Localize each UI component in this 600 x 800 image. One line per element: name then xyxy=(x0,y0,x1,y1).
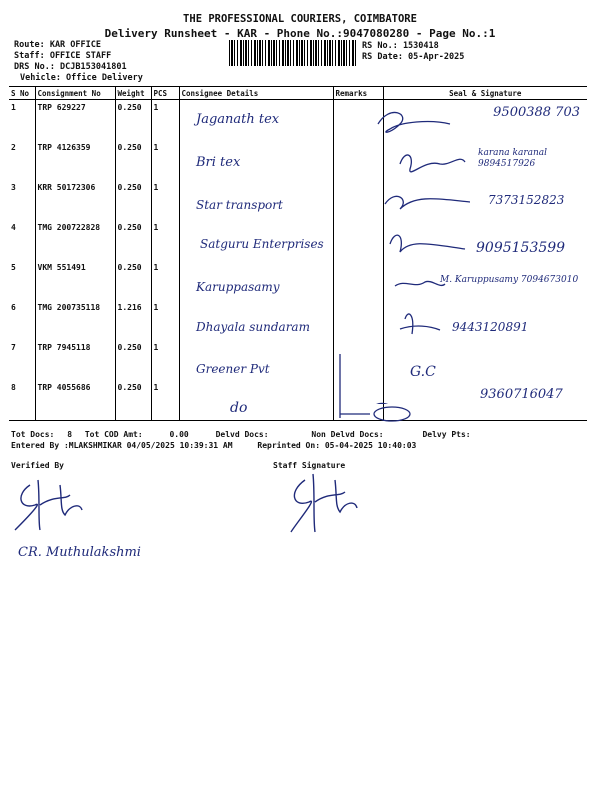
weight: 0.250 xyxy=(115,180,151,220)
pcs: 1 xyxy=(151,260,179,300)
col-consignee: Consignee Details xyxy=(179,87,333,100)
staff-signature xyxy=(283,470,363,538)
handwritten-consignee: Karuppasamy xyxy=(196,280,280,294)
table-header xyxy=(9,87,587,100)
delivered-docs: Delvd Docs: xyxy=(215,430,269,439)
barcode xyxy=(229,40,357,66)
col-remarks: Remarks xyxy=(333,87,383,100)
handwritten-consignee: Bri tex xyxy=(196,155,241,170)
non-delivered-docs: Non Delvd Docs: xyxy=(311,430,384,439)
sno: 8 xyxy=(9,380,35,421)
sno: 4 xyxy=(11,223,16,232)
handwritten-consignee: Greener Pvt xyxy=(196,362,270,376)
delivery-points: Delvy Pts: xyxy=(422,430,471,439)
weight: 0.250 xyxy=(115,220,151,260)
consignment-no: VKM 551491 xyxy=(35,260,115,300)
drs-number: DRS No.: DCJB153041801 xyxy=(14,62,127,72)
signature-stroke xyxy=(400,155,465,172)
table-row xyxy=(9,340,587,380)
weight: 0.250 xyxy=(115,260,151,300)
staff-signature-label: Staff Signature xyxy=(273,461,346,470)
route-info xyxy=(14,40,143,84)
signature-stroke xyxy=(291,474,357,532)
consignment-no: TRP 4126359 xyxy=(35,140,115,180)
pcs: 1 xyxy=(151,380,179,421)
tot-docs-value: 8 xyxy=(67,430,73,439)
weight: 0.250 xyxy=(115,140,151,180)
col-pcs: PCS xyxy=(151,87,179,100)
route: Route: KAR OFFICE xyxy=(14,40,101,50)
pcs: 1 xyxy=(151,140,179,180)
pcs: 1 xyxy=(151,100,179,141)
col-sno: S No xyxy=(9,87,35,100)
entered-by: Entered By :MLAKSHMIKAR 04/05/2025 10:39:31 AM xyxy=(11,441,233,450)
handwritten-consignee: Satguru Enterprises xyxy=(200,237,324,251)
handwritten-consignee: do xyxy=(230,400,248,416)
entry-line xyxy=(11,441,416,450)
handwritten-seal: 9500388 703 xyxy=(493,105,580,120)
tot-docs-label: Tot Docs: xyxy=(11,430,55,439)
tot-cod-value: 0.00 xyxy=(169,430,189,439)
pcs: 1 xyxy=(151,300,179,340)
sno: 6 xyxy=(11,303,16,312)
weight: 0.250 xyxy=(115,100,151,141)
col-consignment: Consignment No xyxy=(35,87,115,100)
consignment-no: TMG 200722828 xyxy=(35,220,115,260)
mark-stroke xyxy=(374,407,410,421)
signature-stroke xyxy=(378,112,450,132)
handwritten-seal: 9360716047 xyxy=(480,387,563,402)
handwritten-seal: 7373152823 xyxy=(488,193,565,207)
col-seal: Seal & Signature xyxy=(383,87,587,100)
pcs: 1 xyxy=(151,180,179,220)
handwritten-seal: G.C xyxy=(410,364,436,380)
weight: 1.216 xyxy=(115,300,151,340)
handwritten-seal: 9095153599 xyxy=(476,240,566,256)
sno: 1 xyxy=(11,103,16,112)
consignment-no: TRP 7945118 xyxy=(35,340,115,380)
signature-stroke xyxy=(15,480,82,530)
sno: 7 xyxy=(11,343,16,352)
col-weight: Weight xyxy=(115,87,151,100)
consignment-no: TMG 200735118 xyxy=(35,300,115,340)
staff: Staff: OFFICE STAFF xyxy=(14,51,112,61)
reprinted-on: Reprinted On: 05-04-2025 10:40:03 xyxy=(257,441,417,450)
delivery-mark xyxy=(330,348,420,424)
verified-by-label: Verified By xyxy=(11,461,64,470)
weight: 0.250 xyxy=(115,340,151,380)
consignment-no: KRR 50172306 xyxy=(35,180,115,220)
consignee-cell xyxy=(179,380,333,421)
signature-stroke xyxy=(400,314,440,334)
handwritten-consignee: Star transport xyxy=(196,198,283,212)
signature-stroke xyxy=(390,235,465,252)
weight: 0.250 xyxy=(115,380,151,421)
sno: 5 xyxy=(11,263,16,272)
handwritten-seal: 9443120891 xyxy=(452,320,529,334)
rs-date: RS Date: 05-Apr-2025 xyxy=(362,52,465,62)
pcs: 1 xyxy=(151,340,179,380)
tot-cod-label: Tot COD Amt: xyxy=(84,430,143,439)
rs-info xyxy=(362,41,464,63)
totals-line xyxy=(11,430,471,439)
verifier-signature xyxy=(10,475,90,535)
signature-stroke xyxy=(385,196,470,209)
sno: 3 xyxy=(11,183,16,192)
consignment-no: TRP 629227 xyxy=(35,100,115,141)
sno: 2 xyxy=(11,143,16,152)
handwritten-seal: karana karanal 9894517926 xyxy=(478,148,548,169)
handwritten-consignee: Jaganath tex xyxy=(196,112,280,127)
rs-number: RS No.: 1530418 xyxy=(362,41,439,51)
vehicle: Vehicle: Office Delivery xyxy=(20,73,143,83)
signature-stroke xyxy=(395,281,445,286)
handwritten-consignee: Dhayala sundaram xyxy=(196,320,310,334)
pcs: 1 xyxy=(151,220,179,260)
consignment-no: TRP 4055686 xyxy=(35,380,115,421)
verifier-name: CR. Muthulakshmi xyxy=(18,545,141,560)
company-title: THE PROFESSIONAL COURIERS, COIMBATORE xyxy=(183,13,417,25)
handwritten-seal: M. Karuppusamy 7094673010 xyxy=(440,275,579,285)
runsheet-subtitle: Delivery Runsheet - KAR - Phone No.:9047080280 - Page No.:1 xyxy=(104,27,496,40)
